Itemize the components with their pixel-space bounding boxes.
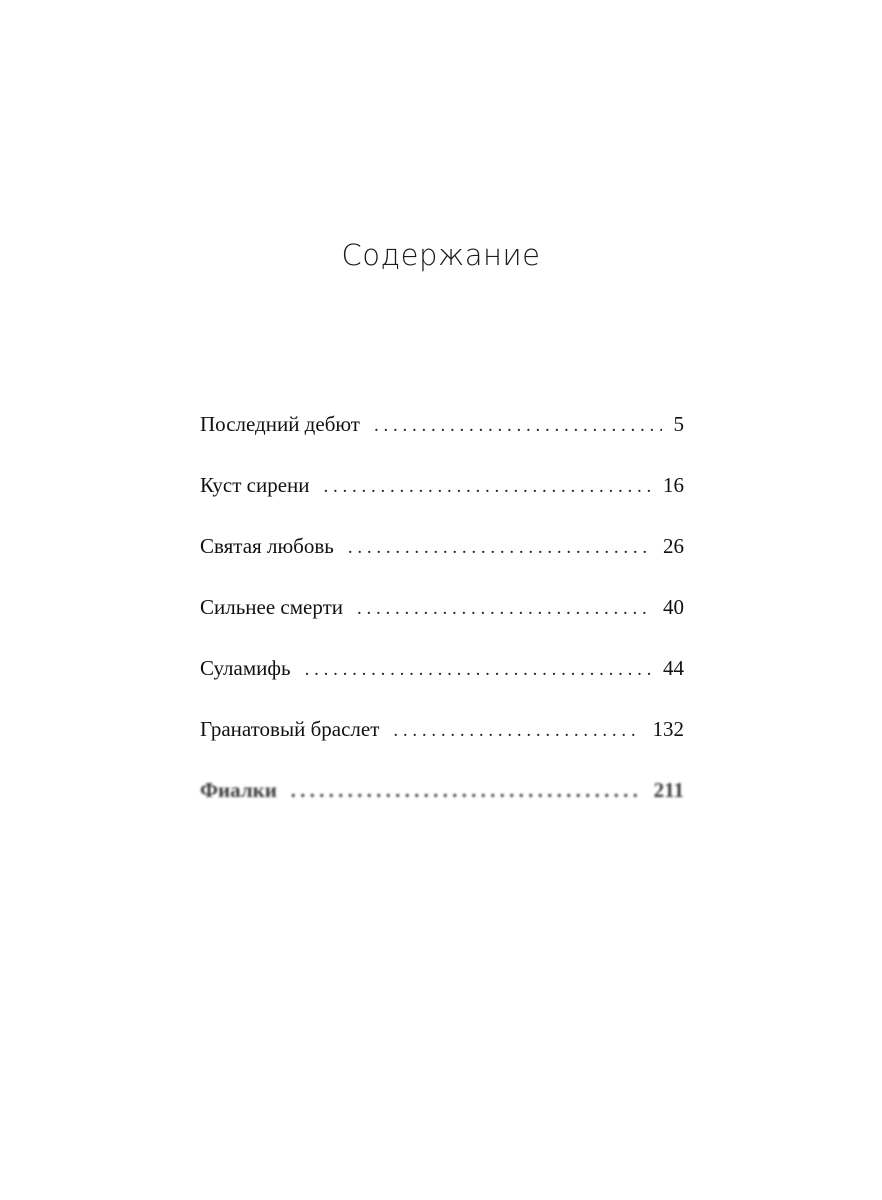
toc-dot-leader — [374, 407, 662, 445]
toc-page-number: 5 — [673, 412, 684, 436]
toc-entry-title: Гранатовый браслет — [200, 717, 380, 741]
toc-dot-leader — [357, 590, 651, 628]
toc-entry-title: Куст сирени — [200, 473, 310, 497]
toc-entry-title: Последний дебют — [200, 412, 360, 436]
toc-entry[interactable] — [200, 405, 684, 466]
toc-page-number: 44 — [663, 656, 684, 680]
toc-page-number: 26 — [663, 534, 684, 558]
toc-entry-title: Фиалки — [200, 778, 277, 802]
toc-entry[interactable] — [200, 588, 684, 649]
toc-entry[interactable] — [200, 710, 684, 771]
toc-page-number: 40 — [663, 595, 684, 619]
toc-dot-leader — [324, 468, 651, 506]
toc-entry-title: Святая любовь — [200, 534, 334, 558]
toc-dot-leader — [291, 773, 642, 811]
toc-entry[interactable] — [200, 466, 684, 527]
toc-entry-title: Сильнее смерти — [200, 595, 344, 619]
toc-entry[interactable] — [200, 771, 684, 832]
toc-dot-leader — [348, 529, 651, 567]
toc-entry[interactable] — [200, 649, 684, 710]
toc-dot-leader — [305, 651, 651, 689]
toc-heading: Содержание — [341, 238, 541, 272]
toc-entry-title: Суламифь — [200, 656, 291, 680]
toc-page-number: 132 — [652, 717, 684, 741]
toc-dot-leader — [393, 712, 640, 750]
toc-entry[interactable] — [200, 527, 684, 588]
toc-page-number: 211 — [653, 778, 684, 802]
toc-list — [200, 405, 684, 832]
toc-page-number: 16 — [663, 473, 684, 497]
